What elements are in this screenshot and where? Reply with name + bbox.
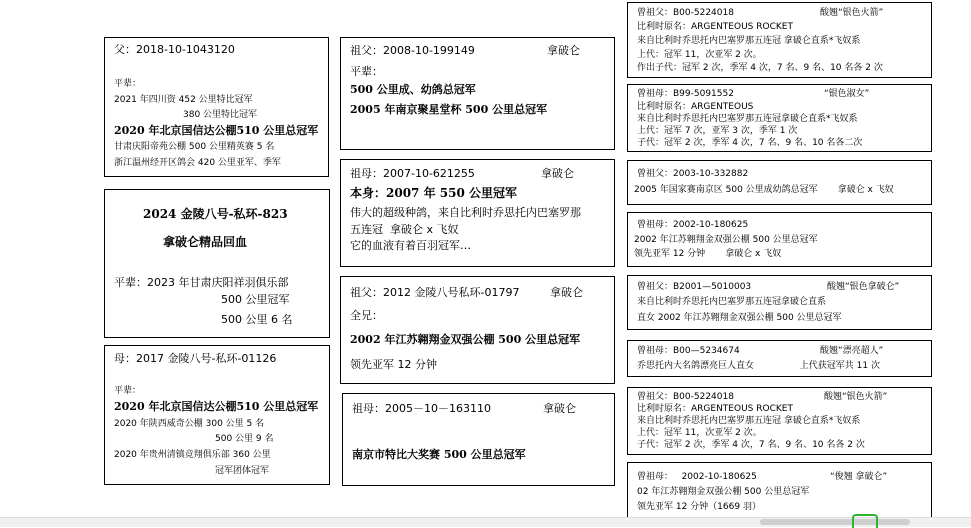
gg-line: 比利时原名：ARGENTEOUS ROCKET: [637, 22, 793, 32]
gg-line: 来自比利时乔思托内巴塞罗那五连冠 拿破仑直系*飞奴系: [637, 36, 861, 46]
great-grandparent-card: [627, 84, 932, 152]
gg-line: 比利时原名：ARGENTEOUS: [637, 102, 754, 112]
gg-title: 曾祖父：B00-5224018: [637, 8, 734, 18]
grandfather-line: 2002 年江苏翱翔金双强公棚 500 公里总冠军: [350, 333, 581, 346]
mother-title: 母：2017 金陵八号-私环-01126: [114, 352, 277, 365]
mother-line: 平辈：: [114, 386, 142, 396]
grandmother-card: [342, 393, 615, 486]
subject-line: 500 公里 6 名: [221, 313, 293, 326]
great-grandparent-card: [627, 212, 932, 267]
grandmother-title: 祖母：2005－10－163110: [352, 402, 491, 415]
gg-tag: 酸翘“漂亮超人”: [820, 346, 884, 356]
grandfather-card: [340, 37, 615, 150]
gg-title: 曾祖父：2003-10-332882: [637, 169, 749, 179]
grandmother-title: 祖母：2007-10-621255: [350, 167, 475, 180]
grandfather-title: 祖父：2008-10-199149: [350, 44, 475, 57]
gg-tag: 酸翘“银色火箭”: [820, 8, 884, 18]
father-line: 浙江温州经开区鸽会 420 公里亚军、季军: [114, 158, 281, 168]
grandfather-line: 全兄：: [350, 309, 383, 322]
gg-tag: “俊翘 拿破仑”: [830, 472, 888, 482]
great-grandparent-card: [627, 462, 932, 518]
grandmother-line: 伟大的超级种鸽，来自比利时乔思托内巴塞罗那: [350, 206, 581, 219]
grandfather-tag: 拿破仑: [550, 286, 583, 299]
scroll-thumb[interactable]: [760, 519, 910, 525]
gg-tag: 酸翘“银色拿破仑”: [827, 282, 900, 292]
grandfather-line: 平辈：: [350, 65, 383, 78]
gg-line: 比利时原名：ARGENTEOUS ROCKET: [637, 404, 793, 414]
grandmother-tag: 拿破仑: [543, 402, 576, 415]
great-grandparent-card: [627, 387, 932, 455]
mother-line: 2020 年贵州清镇竞翔俱乐部 360 公里: [114, 450, 271, 460]
gg-line: 2002 年江苏翱翔金双强公棚 500 公里总冠军: [634, 235, 818, 245]
gg-line: 来自比利时乔思托内巴塞罗那五连冠拿破仑直系*飞奴系: [637, 114, 858, 124]
grandfather-title: 祖父：2012 金陵八号私环-01797: [350, 286, 520, 299]
great-grandparent-card: [627, 2, 932, 78]
mother-line: 500 公里 9 名: [215, 434, 274, 444]
father-line: 2021 年四川资 452 公里特比冠军: [114, 95, 253, 105]
gg-line: 子代：冠军 2 次，季军 4 次，7 名、9 名、10 名各二次: [637, 138, 863, 148]
grandfather-line: 领先亚军 12 分钟: [350, 358, 437, 371]
mother-line: 2020 年北京国信达公棚510 公里总冠军: [114, 400, 319, 413]
grandmother-line: 本身：2007 年 550 公里冠军: [350, 186, 517, 200]
grandmother-line: 它的血液有着百羽冠军…: [350, 239, 471, 252]
subject-line: 平辈：2023 年甘肃庆阳祥羽俱乐部: [114, 276, 289, 289]
subject-ring: 2024 金陵八号-私环-823: [143, 207, 288, 221]
mother-line: 2020 年陕西威奇公棚 300 公里 5 名: [114, 419, 265, 429]
gg-line: 领先亚军 12 分钟 拿破仑 x 飞奴: [634, 249, 782, 259]
grandfather-tag: 拿破仑: [547, 44, 580, 57]
gg-line: 02 年江苏翱翔金双强公棚 500 公里总冠军: [637, 487, 810, 497]
father-line: 380 公里特比冠军: [183, 110, 258, 120]
gg-title: 曾祖母：2002-10-180625: [637, 220, 749, 230]
subject-line: 500 公里冠军: [221, 293, 290, 306]
mother-card: [104, 345, 330, 485]
father-card: [104, 37, 329, 177]
father-line: 甘肃庆阳帝苑公棚 500 公里精英赛 5 名: [114, 142, 275, 152]
gg-line: 上代：冠军 11，次亚军 2 次。: [637, 50, 762, 60]
father-title: 父：2018-10-1043120: [114, 43, 235, 56]
gg-line: 上代：冠军 11，次亚军 2 次。: [637, 428, 762, 438]
subject-name: 拿破仑精品回血: [163, 235, 248, 249]
grandmother-line: 南京市特比大奖赛 500 公里总冠军: [352, 448, 526, 461]
gg-line: 直女 2002 年江苏翱翔金双强公棚 500 公里总冠军: [637, 313, 842, 323]
father-line: 2020 年北京国信达公棚510 公里总冠军: [114, 124, 319, 137]
grandfather-line: 500 公里成、幼鸽总冠军: [350, 83, 476, 96]
great-grandparent-card: [627, 275, 932, 330]
grandmother-line: 五连冠 拿破仑 x 飞奴: [350, 223, 459, 236]
gg-line: 2005 年国家赛南京区 500 公里成幼鸽总冠军 拿破仑 x 飞奴: [634, 185, 894, 195]
gg-line: 领先亚军 12 分钟（1669 羽）: [637, 502, 761, 512]
great-grandparent-card: [627, 160, 932, 205]
gg-title: 曾祖母：B99-5091552: [637, 89, 734, 99]
father-line: 平辈：: [114, 79, 142, 89]
gg-title: 曾祖父：B00-5224018: [637, 392, 734, 402]
grandmother-tag: 拿破仑: [541, 167, 574, 180]
gg-tag: 酸翘“银色火箭”: [824, 392, 888, 402]
grandfather-card: [340, 276, 615, 384]
grandfather-line: 2005 年南京聚星堂杯 500 公里总冠军: [350, 103, 548, 116]
great-grandparent-card: [627, 340, 932, 377]
grandmother-card: [340, 159, 615, 267]
gg-title: 曾祖母： 2002-10-180625: [637, 472, 757, 482]
gg-line: 来自比利时乔思托内巴塞罗那五连冠拿破仑直系: [637, 297, 827, 307]
gg-line: 来自比利时乔思托内巴塞罗那五连冠 拿破仑直系*飞奴系: [637, 416, 861, 426]
gg-line: 子代：冠军 2 次，季军 4 次，7 名、9 名、10 名各 2 次: [637, 440, 865, 450]
mother-line: 冠军团体冠军: [215, 466, 270, 476]
gg-line: 上代：冠军 7 次，亚军 3 次，季军 1 次: [637, 126, 798, 136]
gg-title: 曾祖父：B2001—5010003: [637, 282, 752, 292]
gg-line: 作出子代：冠军 2 次，季军 4 次，7 名、9 名、10 名各 2 次: [637, 63, 883, 73]
gg-line: 乔思托内大名鸽漂亮巨人直女 上代获冠军共 11 次: [637, 361, 880, 371]
gg-tag: “银色淑女”: [824, 89, 870, 99]
gg-title: 曾祖母：B00—5234674: [637, 346, 740, 356]
subject-card: [104, 189, 330, 338]
